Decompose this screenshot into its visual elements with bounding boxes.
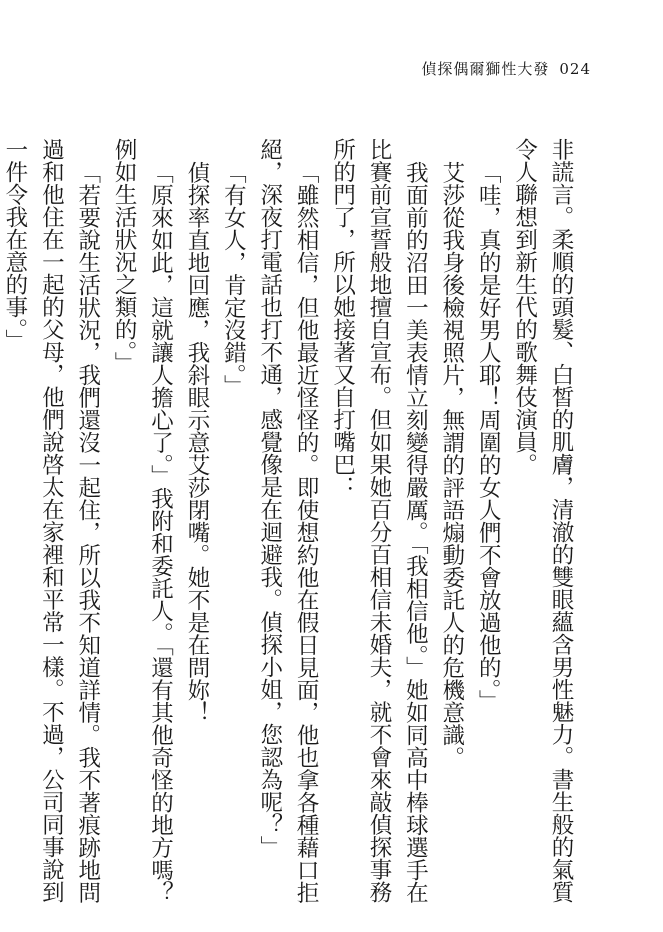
book-title: 偵探偶爾獅性大發: [421, 60, 550, 78]
paragraph: 「哇，真的是好男人耶！周圍的女人們不會放過他的。」: [475, 160, 502, 712]
page-number: 024: [559, 60, 591, 78]
paragraph: 「原來如此，這就讓人擔心了。」我附和委託人。「還有其他奇怪的地方嗎？例如生活狀況之類的。」: [111, 138, 174, 903]
paragraph: 「雖然相信，但他最近怪怪的。即使想約他在假日見面，他也拿各種藉口拒絕，深夜打電話也打不通，感覺像是在迴避我。偵探小姐，您認為呢？」: [256, 138, 320, 903]
paragraph: 艾莎從我身後檢視照片，無謂的評語煽動委託人的危機意識。: [438, 160, 465, 768]
paragraph: 非謊言。柔順的頭髮、白皙的肌膚，清澈的雙眼蘊含男性魅力。書生般的氣質令人聯想到新生代的歌舞伎演員。: [511, 138, 574, 903]
paragraph: 「若要說生活狀況，我們還沒一起住，所以我不知道詳情。我不著痕跡地問過和他住在一起的父母，他們說啓太在家裡和平常一樣。不過，公司同事說到一件令我在意的事。」: [1, 138, 101, 903]
running-header: [421, 58, 591, 79]
paragraph: 我面前的沼田一美表情立刻變得嚴厲。「我相信他。」她如同高中棒球選手在比賽前宣誓般地擅自宣布。但如果她百分百相信未婚夫，就不會來敲偵探事務所的門了，所以她接著又自打嘴巴：: [329, 138, 429, 903]
body-text: [1, 138, 579, 908]
paragraph: 偵探率直地回應，我斜眼示意艾莎閉嘴。她不是在問妳！: [183, 160, 210, 723]
paragraph: 「有女人，肯定沒錯。」: [220, 160, 247, 397]
